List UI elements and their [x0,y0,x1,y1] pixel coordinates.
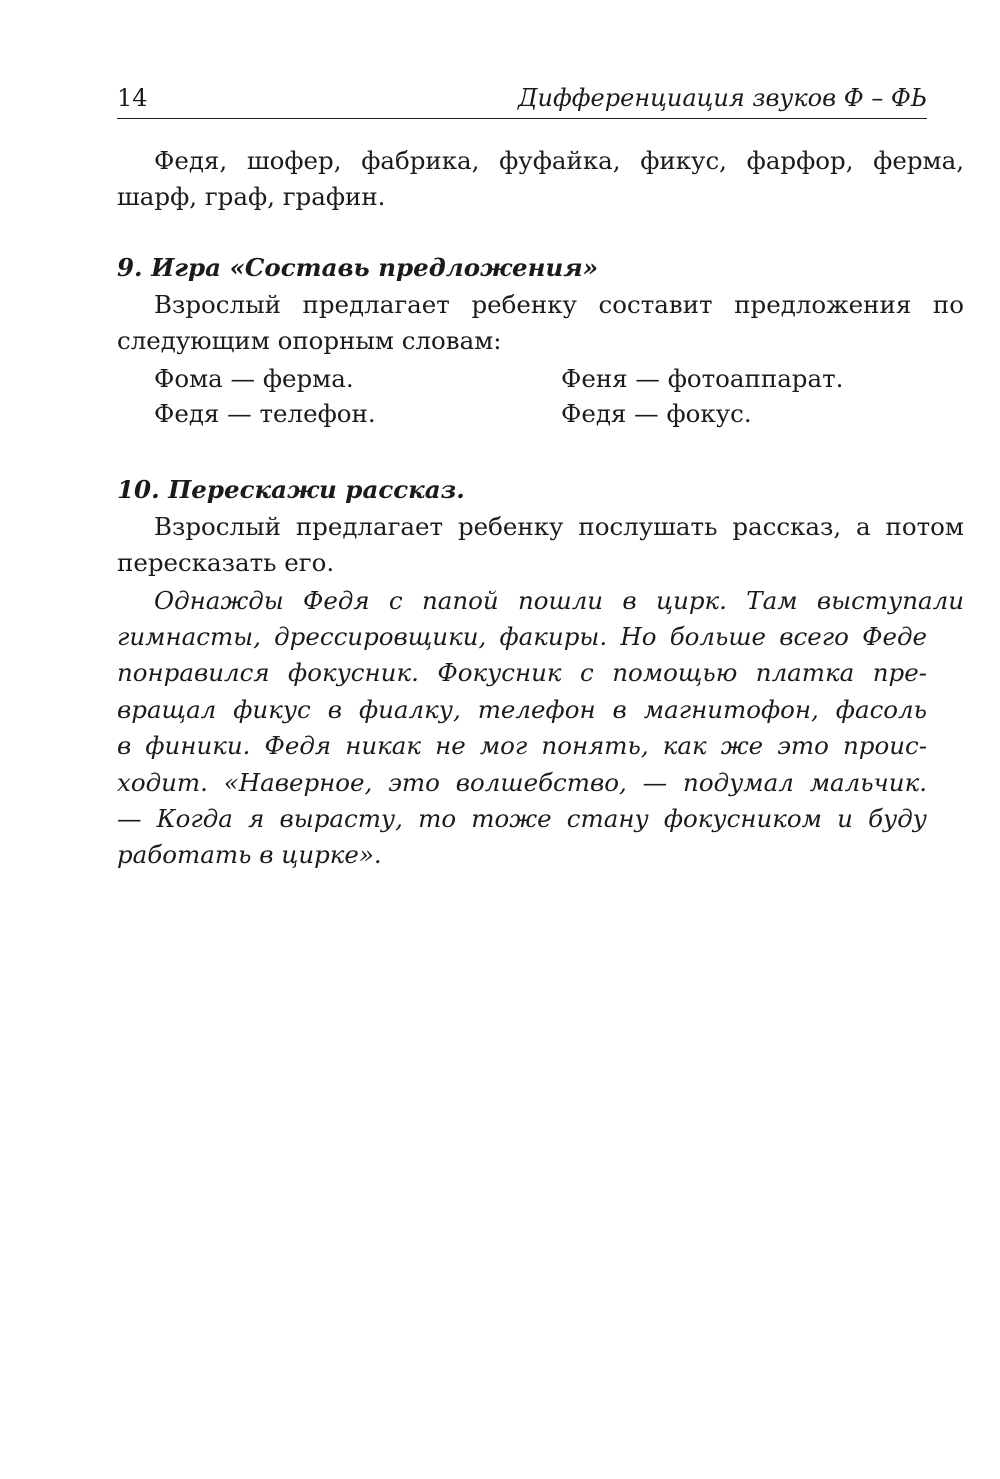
running-title: Дифференциация звуков Ф – ФЬ [518,84,927,112]
page-header [117,78,927,119]
page-number: 14 [117,84,148,112]
story-line: работать в цирке». [117,840,382,869]
intro-words-line-2: шарф, граф, графин. [117,182,386,211]
story-line: в финики. Федя никак не мог понять, как же это проис- [117,731,927,760]
exercise-9-instruction-line-1: Взрослый предлагает ребенку составит предложения по [154,290,964,319]
exercise-9-heading: 9. Игра «Составь предложения» [117,253,599,282]
story-line: ходит. «Наверное, это волшебство, — подумал мальчик. [117,768,927,797]
word-pair-right: Феня — фотоаппарат. [561,364,844,393]
exercise-10-instruction-line-1: Взрослый предлагает ребенку послушать рассказ, а потом [154,512,964,541]
story-line: понравился фокусник. Фокусник с помощью платка пре- [117,658,927,687]
exercise-10-heading: 10. Перескажи рассказ. [117,475,465,504]
story-line: вращал фикус в фиалку, телефон в магнитофон, фасоль [117,695,927,724]
word-pair-left: Федя — телефон. [154,399,376,428]
story-line: Однажды Федя с папой пошли в цирк. Там выступали [154,586,964,615]
story-line: гимнасты, дрессировщики, факиры. Но больше всего Феде [117,622,927,651]
story-line: — Когда я вырасту, то тоже стану фокусником и буду [117,804,927,833]
intro-words-line-1: Федя, шофер, фабрика, фуфайка, фикус, фарфор, ферма, [154,146,964,175]
exercise-10-instruction-line-2: пересказать его. [117,548,335,577]
word-pair-left: Фома — ферма. [154,364,354,393]
exercise-9-instruction-line-2: следующим опорным словам: [117,326,502,355]
word-pair-right: Федя — фокус. [561,399,752,428]
